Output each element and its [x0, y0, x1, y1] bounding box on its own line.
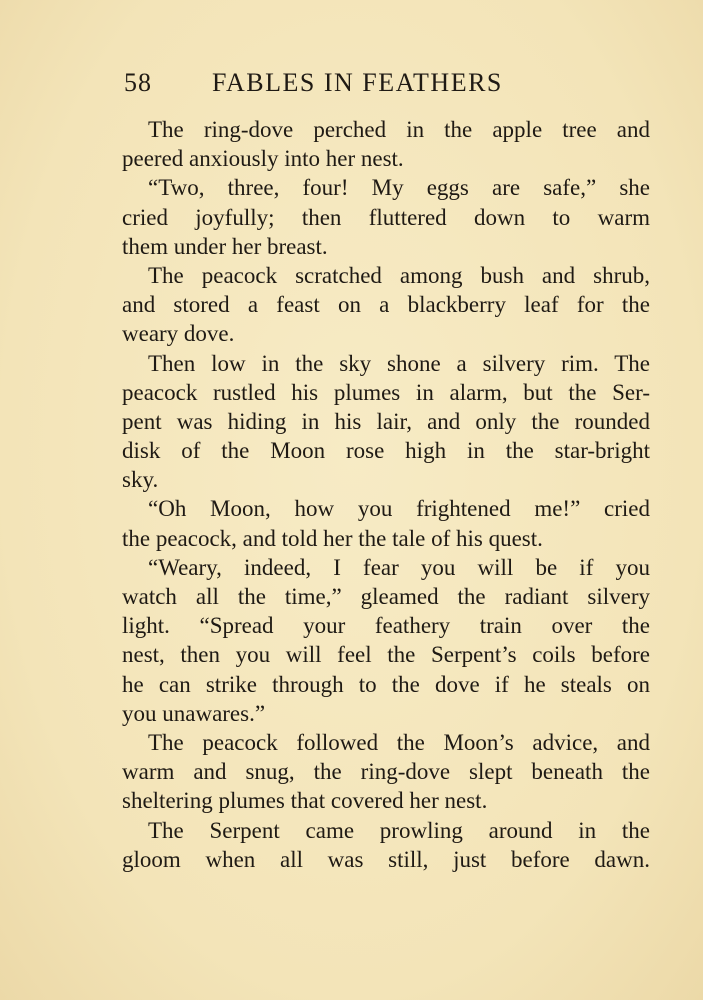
text-line: the peacock, and told her the tale of his quest. [122, 525, 543, 551]
text-line: cried joyfully; then fluttered down to warm [122, 204, 650, 230]
text-line: watch all the time,” gleamed the radiant silvery [122, 584, 650, 609]
text-line: gloom when all was still, just before dawn. [122, 846, 650, 872]
text-line: The peacock scratched among bush and shrub, [148, 262, 650, 288]
text-line: light. “Spread your feathery train over the [122, 613, 650, 639]
text-line: he can strike through to the dove if he steals on [122, 671, 650, 697]
body-text [122, 115, 650, 874]
text-line: “Weary, indeed, I fear you will be if you [148, 554, 650, 580]
text-line: and stored a feast on a blackberry leaf for the [122, 292, 650, 318]
text-line: sheltering plumes that covered her nest. [122, 788, 488, 814]
running-title: FABLES IN FEATHERS [212, 68, 503, 97]
text-line: peered anxiously into her nest. [122, 146, 404, 172]
text-line: warm and snug, the ring-dove slept beneath the [122, 759, 650, 785]
text-line: The ring-dove perched in the apple tree and [148, 117, 650, 142]
text-line: them under her breast. [122, 233, 328, 259]
text-line: you unawares.” [122, 700, 266, 726]
text-line: pent was hiding in his lair, and only the rounded [122, 408, 650, 434]
text-line: weary dove. [122, 321, 235, 347]
text-line: Then low in the sky shone a silvery rim. The [148, 350, 650, 376]
text-line: The Serpent came prowling around in the [148, 817, 650, 843]
text-line: “Two, three, four! My eggs are safe,” she [148, 175, 650, 201]
text-line: The peacock followed the Moon’s advice, and [148, 729, 650, 755]
page-number: 58 [124, 68, 152, 97]
text-line: nest, then you will feel the Serpent’s coils before [122, 642, 650, 668]
text-line: peacock rustled his plumes in alarm, but the Ser- [122, 379, 650, 405]
text-line: “Oh Moon, how you frightened me!” cried [148, 496, 650, 522]
text-line: disk of the Moon rose high in the star-bright [122, 438, 650, 464]
text-line: sky. [122, 467, 159, 493]
page-header [124, 68, 584, 102]
